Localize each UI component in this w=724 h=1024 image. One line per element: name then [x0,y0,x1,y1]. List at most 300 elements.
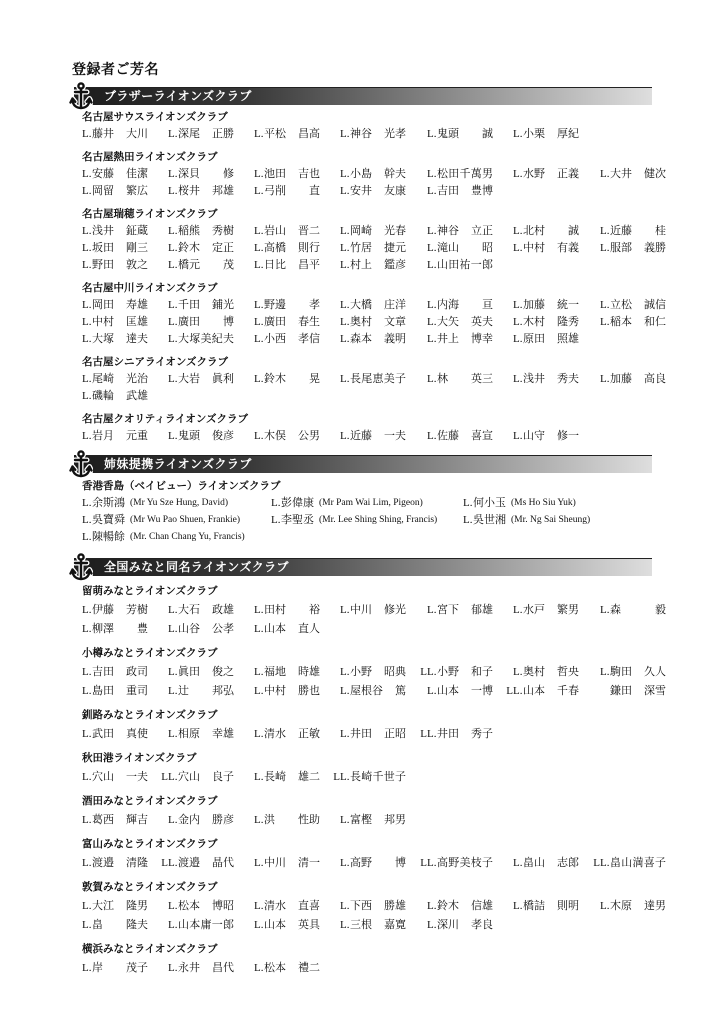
member-title-prefix: L. [168,899,178,912]
member-name [82,240,148,257]
member-surname: 山本 [523,684,545,697]
member-name [254,725,320,744]
member-given-name: 千春 [557,684,579,697]
member-surname: 森 [610,603,621,616]
page-title: 登録者ご芳名 [72,62,159,78]
member-name [168,663,234,682]
section-brother-clubs [0,87,724,451]
member-name [427,331,493,348]
member-name [340,297,406,314]
club-list [82,105,724,445]
member-given-name: 一夫 [384,429,406,442]
member-title-prefix: L. [82,727,92,740]
member-title-prefix: L. [427,127,437,140]
member-name [82,620,148,639]
member-row [82,223,724,240]
member-surname: 柳澤 [92,622,114,635]
member-romanized-name: (Ms Ho Siu Yuk) [511,497,576,508]
member-surname: 大江 [92,899,114,912]
member-name [340,126,406,143]
member-given-name: 達男 [644,899,666,912]
member-surname: 大橋 [350,298,372,311]
member-row [82,126,724,143]
member-given-name: 信雄 [471,899,493,912]
member-surname: 洪 [264,813,275,826]
member-full-name: 吳寶舜 [92,513,125,526]
member-given-name: 俊彦 [212,429,234,442]
member-full-name: 山本庸一郎 [178,918,234,931]
member-surname: 駒田 [610,665,632,678]
member-surname: 野邊 [264,298,286,311]
member-name [340,897,406,916]
member-title-prefix: L. [427,224,437,237]
member-given-name: 隆男 [126,899,148,912]
member-name [254,601,320,620]
member-surname: 渡邉 [92,856,114,869]
member-given-name: 豊博 [471,184,493,197]
member-surname: 日比 [264,258,286,271]
member-name [340,331,406,348]
member-name [168,682,234,701]
member-given-name: 勝也 [298,684,320,697]
member-title-prefix: L. [168,813,178,826]
member-given-name: 公男 [298,429,320,442]
member-surname: 田村 [264,603,286,616]
member-surname: 井上 [437,332,459,345]
member-given-name: 芳樹 [126,603,148,616]
member-name [168,297,234,314]
member-given-name: 庄洋 [384,298,406,311]
member-name [340,916,406,935]
member-title-prefix: L. [600,315,610,328]
member-given-name: 雄二 [298,770,320,783]
club-block [82,792,724,830]
member-title-prefix: L. [254,603,264,616]
member-given-name: 鑑彦 [384,258,406,271]
member-surname: 畠 [92,918,103,931]
member-row [82,897,724,916]
member-title-prefix: LL. [161,770,178,783]
member-name [513,223,579,240]
member-name [254,620,320,639]
member-title-prefix: L. [427,332,437,345]
member-surname: 伊藤 [92,603,114,616]
member-title-prefix: L. [82,258,92,271]
member-surname: 屋根谷 [350,684,383,697]
member-name [82,183,148,200]
member-surname: 廣田 [178,315,200,328]
member-title-prefix: L. [254,241,264,254]
member-given-name: 誠 [568,224,579,237]
member-given-name: 孝信 [298,332,320,345]
club-name: 香港香島（ベイビュー）ライオンズクラブ [82,479,281,492]
member-name [168,331,234,348]
member-name [513,428,579,445]
member-given-name: 孝良 [471,918,493,931]
member-title-prefix: LL. [420,727,437,740]
member-title-prefix: L. [513,665,523,678]
member-name [340,428,406,445]
member-given-name: 清一 [298,856,320,869]
member-title-prefix: L. [340,127,350,140]
member-name [427,897,493,916]
member-given-name: 照雄 [557,332,579,345]
member-given-name: 正勝 [212,127,234,140]
member-name [420,663,493,682]
member-surname: 奥村 [523,665,545,678]
club-name: 留萌みなとライオンズクラブ [82,584,218,597]
club-name: 名古屋シニアライオンズクラブ [82,355,229,368]
member-title-prefix: L. [82,184,92,197]
member-given-name: 鉦蔵 [126,224,148,237]
member-title-prefix: L. [254,813,264,826]
member-surname: 奥村 [350,315,372,328]
member-title-prefix: L. [513,241,523,254]
member-surname: 長崎 [264,770,286,783]
member-surname: 大石 [178,603,200,616]
member-name [168,166,234,183]
member-title-prefix: L. [427,241,437,254]
member-name [82,768,148,787]
member-row [82,811,724,830]
member-title-prefix: L. [427,429,437,442]
member-name [463,495,576,512]
member-surname: 金内 [178,813,200,826]
member-title-prefix: L. [513,856,523,869]
member-name [254,371,320,388]
member-title-prefix: L. [340,258,350,271]
member-name [254,257,320,274]
section-title: 姉妹提携ライオンズクラブ [104,457,252,471]
member-given-name: 勝雄 [384,899,406,912]
member-name [427,257,493,274]
member-title-prefix: L. [600,603,610,616]
member-name [161,854,234,873]
member-given-name: 秀子 [471,727,493,740]
member-name [600,897,666,916]
member-surname: 穴山 [178,770,200,783]
member-row [82,183,724,200]
member-row [82,240,724,257]
member-given-name: 修光 [384,603,406,616]
member-given-name: 亘 [482,298,493,311]
member-title-prefix: L. [463,513,473,526]
member-name [168,183,234,200]
member-name [427,682,493,701]
member-given-name: 裕 [309,603,320,616]
member-row [82,768,724,787]
member-given-name: 茂 [223,258,234,271]
member-name [427,314,493,331]
member-surname: 佐藤 [437,429,459,442]
member-name [168,223,234,240]
member-row [82,601,724,620]
member-title-prefix: L. [427,603,437,616]
member-given-name: 剛三 [126,241,148,254]
member-given-name: 性助 [298,813,320,826]
member-given-name: 晃 [309,372,320,385]
member-row [82,166,724,183]
member-surname: 福地 [264,665,286,678]
member-title-prefix: L. [82,315,92,328]
club-block [82,149,724,200]
member-surname: 永井 [178,961,200,974]
member-name [340,223,406,240]
member-given-name: 則行 [298,241,320,254]
member-given-name: 正敏 [298,727,320,740]
member-surname: 大矢 [437,315,459,328]
member-given-name: 誠 [482,127,493,140]
member-surname: 森本 [350,332,372,345]
member-given-name: 匡雄 [126,315,148,328]
member-name [506,682,579,701]
member-name [82,916,148,935]
member-title-prefix: L. [82,513,92,526]
member-title-prefix: L. [427,167,437,180]
member-surname: 浅井 [92,224,114,237]
member-name [340,166,406,183]
member-surname: 野田 [92,258,114,271]
member-given-name: 晋二 [298,224,320,237]
member-given-name: 眞利 [212,372,234,385]
member-given-name: 捷元 [384,241,406,254]
member-title-prefix: L. [168,167,178,180]
member-surname: 竹居 [350,241,372,254]
member-full-name: 大塚美紀夫 [178,332,234,345]
member-title-prefix: L. [168,224,178,237]
member-surname: 水戸 [523,603,545,616]
club-block [82,109,724,143]
member-surname: 中川 [264,856,286,869]
member-title-prefix: L. [254,258,264,271]
member-given-name: 良子 [212,770,234,783]
section-header-bar [74,455,652,473]
member-surname: 宮下 [437,603,459,616]
member-name [463,512,591,529]
member-surname: 村上 [350,258,372,271]
member-surname: 中村 [264,684,286,697]
member-romanized-name: (Mr. Ng Sai Sheung) [511,514,591,525]
member-given-name: 寿雄 [126,298,148,311]
member-title-prefix: L. [600,224,610,237]
member-surname: 近藤 [610,224,632,237]
member-name [513,331,579,348]
member-name [254,854,320,873]
member-given-name: 正昭 [384,727,406,740]
member-title-prefix: L. [340,665,350,678]
member-surname: 辻 [178,684,189,697]
club-block [82,478,724,546]
member-full-name: 何小玉 [473,496,506,509]
member-name [600,166,666,183]
member-title-prefix: L. [427,372,437,385]
member-name [340,682,406,701]
member-title-prefix: LL. [506,684,523,697]
member-row [82,663,724,682]
member-title-prefix: L. [254,184,264,197]
member-surname: 滝山 [437,241,459,254]
member-name [427,166,493,183]
member-title-prefix: L. [254,429,264,442]
member-name [254,297,320,314]
member-title-prefix: L. [82,298,92,311]
club-block [82,878,724,935]
member-title-prefix: LL. [420,665,437,678]
member-surname: 水野 [523,167,545,180]
member-given-name: 昭典 [384,665,406,678]
member-title-prefix: L. [168,684,178,697]
member-given-name: 禮二 [298,961,320,974]
member-name [427,126,493,143]
member-surname: 橋元 [178,258,200,271]
member-name [168,257,234,274]
member-title-prefix: L. [82,918,92,931]
member-surname: 清水 [264,727,286,740]
member-name [420,725,493,744]
member-surname: 中川 [350,603,372,616]
member-surname: 小栗 [523,127,545,140]
member-name [427,240,493,257]
member-title-prefix: L. [427,184,437,197]
member-given-name: 立正 [471,224,493,237]
member-name [513,897,579,916]
member-name [168,959,234,978]
member-row [82,331,724,348]
member-surname: 浅井 [523,372,545,385]
member-title-prefix: L. [82,856,92,869]
member-surname: 北村 [523,224,545,237]
member-name [168,725,234,744]
member-title-prefix: L. [513,224,523,237]
member-name [82,428,148,445]
member-given-name: 厚紀 [557,127,579,140]
member-given-name: 昌代 [212,961,234,974]
member-name [168,314,234,331]
member-given-name: 修一 [557,429,579,442]
member-title-prefix: L. [254,918,264,931]
member-title-prefix: L. [254,856,264,869]
member-name [513,126,579,143]
club-block [82,206,724,274]
member-name [168,428,234,445]
member-title-prefix: L. [254,961,264,974]
member-full-name: 陳暢餘 [92,530,125,543]
member-surname: 近藤 [350,429,372,442]
member-given-name: 義明 [384,332,406,345]
member-name [600,371,666,388]
member-surname: 廣田 [264,315,286,328]
member-name [82,297,148,314]
member-surname: 立松 [610,298,632,311]
member-name [161,768,234,787]
member-title-prefix: L. [168,918,178,931]
member-name [593,854,666,873]
member-given-name: 元重 [126,429,148,442]
member-surname: 木原 [610,899,632,912]
member-given-name: 一博 [471,684,493,697]
member-row [82,620,724,639]
member-row [82,529,724,546]
member-name [340,811,406,830]
member-name [82,331,148,348]
member-romanized-name: (Mr Wu Pao Shuen, Frankie) [130,514,240,525]
member-given-name: 晶代 [212,856,234,869]
member-title-prefix: L. [427,315,437,328]
member-surname: 木俣 [264,429,286,442]
member-given-name: 直人 [298,622,320,635]
member-name [513,601,579,620]
member-surname: 鬼頭 [437,127,459,140]
member-given-name: 郁雄 [471,603,493,616]
member-title-prefix: L. [340,184,350,197]
member-surname: 深川 [437,918,459,931]
member-row [82,314,724,331]
member-name [427,371,493,388]
member-name [82,959,148,978]
club-name: 名古屋中川ライオンズクラブ [82,281,218,294]
member-title-prefix: L. [271,496,281,509]
member-given-name: 博幸 [471,332,493,345]
member-surname: 弓削 [264,184,286,197]
member-title-prefix: L. [427,298,437,311]
member-name [513,663,579,682]
member-name [254,126,320,143]
member-title-prefix: L. [340,241,350,254]
member-title-prefix: LL. [161,856,178,869]
member-surname: 原田 [523,332,545,345]
member-full-name: 李聖丞 [281,513,314,526]
member-surname: 島田 [92,684,114,697]
member-given-name: 久人 [644,665,666,678]
member-title-prefix: L. [600,298,610,311]
member-title-prefix: L. [254,332,264,345]
member-title-prefix: L. [254,665,264,678]
member-name [513,314,579,331]
club-block [82,354,724,405]
member-surname: 吉田 [437,184,459,197]
member-row [82,725,724,744]
club-block [82,644,724,701]
member-romanized-name: (Mr Pam Wai Lim, Pigeon) [319,497,423,508]
member-name [168,811,234,830]
member-given-name: 志郎 [557,856,579,869]
member-title-prefix: L. [82,530,92,543]
member-title-prefix: L. [168,961,178,974]
member-name [610,682,666,701]
member-given-name: 輝吉 [126,813,148,826]
member-surname: 中村 [523,241,545,254]
member-name [271,495,423,512]
member-surname: 武田 [92,727,114,740]
member-surname: 松本 [178,899,200,912]
member-given-name: 邦弘 [212,684,234,697]
member-given-name: 昌高 [298,127,320,140]
member-name [254,314,320,331]
member-title-prefix: L. [427,684,437,697]
member-name [254,223,320,240]
member-name [82,126,148,143]
member-title-prefix: L. [82,389,92,402]
member-surname: 藤井 [92,127,114,140]
club-name: 名古屋サウスライオンズクラブ [82,110,228,123]
club-name: 富山みなとライオンズクラブ [82,837,218,850]
section-minato-clubs [0,558,724,983]
member-title-prefix: L. [82,167,92,180]
club-name: 釧路みなとライオンズクラブ [82,708,218,721]
member-given-name: 和仁 [644,315,666,328]
member-title-prefix: L. [82,241,92,254]
member-name [82,512,240,529]
